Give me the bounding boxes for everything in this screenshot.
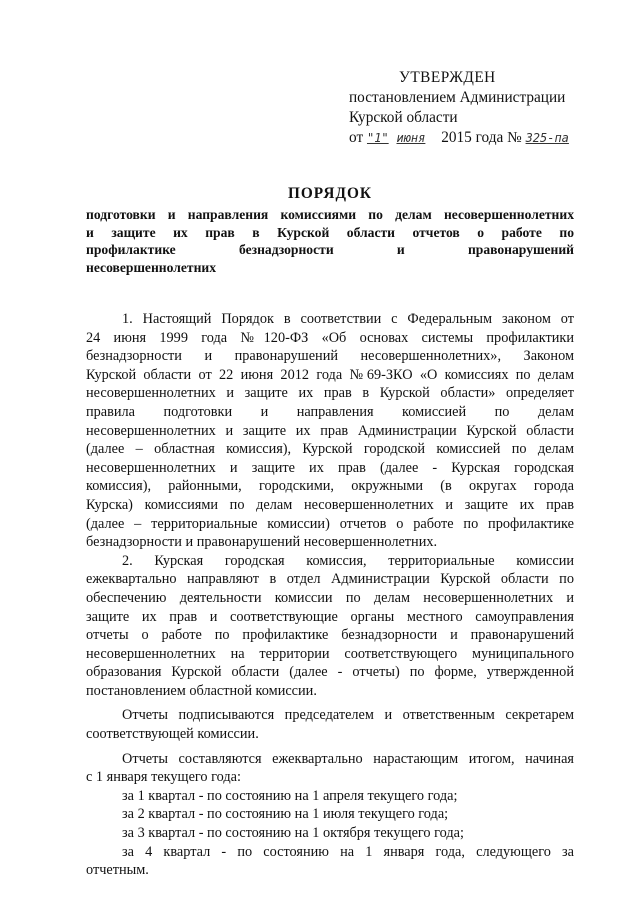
text-line: обеспечению деятельности комиссии по делам несовершеннолетних и <box>86 589 574 606</box>
document-body <box>86 310 574 880</box>
text-line: 1. Настоящий Порядок в соответствии с Федеральным законом от <box>122 311 574 327</box>
text-line: несовершеннолетних и защите их прав (далее - Курская городская <box>86 459 574 476</box>
date-month: июня <box>396 131 426 145</box>
subtitle-line: несовершеннолетних <box>86 259 217 275</box>
date-year: 2015 года № <box>441 129 522 146</box>
text-line: постановлением областной комиссии. <box>86 682 317 699</box>
text-line: соответствующей комиссии. <box>86 726 259 743</box>
text-line: безнадзорности и правонарушений несовершеннолетних. <box>86 534 438 551</box>
paragraph-4 <box>86 750 574 787</box>
text-line: несовершеннолетних и защите их прав Администрации Курской области <box>86 422 574 439</box>
date-prefix: от <box>349 129 364 146</box>
text-line: несовершеннолетних и защите их прав в Курской области» определяет <box>86 385 574 402</box>
text-line: отчетным. <box>86 862 149 879</box>
quarter-item: за 3 квартал - по состоянию на 1 октября текущего года; <box>122 825 464 842</box>
text-line: несовершеннолетних на территории соответствующего муниципального <box>86 645 574 662</box>
text-line: правила подготовки и направления комиссией по делам <box>86 403 574 420</box>
text-line: Курска) комиссиями по делам несовершеннолетних и защите их прав <box>86 496 574 513</box>
text-line: защите их прав и соответствующие органы местного самоуправления <box>86 608 574 625</box>
text-line: (далее – областная комиссия), Курской городской комиссией по делам <box>86 441 574 458</box>
quarters-list <box>86 787 574 880</box>
text-line: 2. Курская городская комиссия, территориальные комиссии <box>122 552 574 569</box>
text-line: безнадзорности и правонарушений несовершеннолетних», Законом <box>86 348 574 365</box>
quarter-item: за 2 квартал - по состоянию на 1 июля текущего года; <box>122 806 449 823</box>
paragraph-3 <box>86 706 574 743</box>
paragraph-1 <box>86 310 574 552</box>
paragraph-2 <box>86 552 574 701</box>
approval-title: УТВЕРЖДЕН <box>399 69 496 86</box>
date-day: "1" <box>366 131 389 145</box>
text-line: 24 июня 1999 года №120-ФЗ «Об основах системы профилактики <box>86 329 574 346</box>
text-line: Курской области от 22 июня 2012 года №69-ЗКО «О комиссиях по делам <box>86 366 574 383</box>
text-line: Отчеты составляются ежеквартально нарастающим итогом, начиная <box>122 750 574 767</box>
approval-line-2: Курской области <box>349 109 458 126</box>
approval-date-line <box>349 128 619 148</box>
text-line: (далее – территориальные комиссии) отчетов о работе по профилактике <box>86 515 574 532</box>
approval-line-1: постановлением Администрации <box>349 89 566 106</box>
document-subtitle <box>86 206 574 276</box>
quarter-item: за 1 квартал - по состоянию на 1 апреля текущего года; <box>122 787 458 804</box>
text-line: ежеквартально направляют в отдел Администрации Курской области по <box>86 571 574 588</box>
text-line: Отчеты подписываются председателем и ответственным секретарем <box>122 707 574 724</box>
subtitle-line: подготовки и направления комиссиями по делам несовершеннолетних <box>86 207 574 222</box>
subtitle-line: профилактике безнадзорности и правонарушений <box>86 242 574 257</box>
decree-number: 325-па <box>525 131 569 145</box>
text-line: отчеты о работе по профилактике безнадзорности и правонарушений <box>86 627 574 644</box>
text-line: комиссия), районными, городскими, окружными (в округах города <box>86 478 574 495</box>
approval-stamp <box>349 68 619 148</box>
text-line: образования Курской области (далее - отчеты) по форме, утвержденной <box>86 664 574 681</box>
quarter-item: за 4 квартал - по состоянию на 1 января года, следующего за <box>122 843 574 860</box>
subtitle-line: и защите их прав в Курской области отчетов о работе по <box>86 224 574 240</box>
text-line: с 1 января текущего года: <box>86 769 241 786</box>
document-title: ПОРЯДОК <box>288 185 372 202</box>
